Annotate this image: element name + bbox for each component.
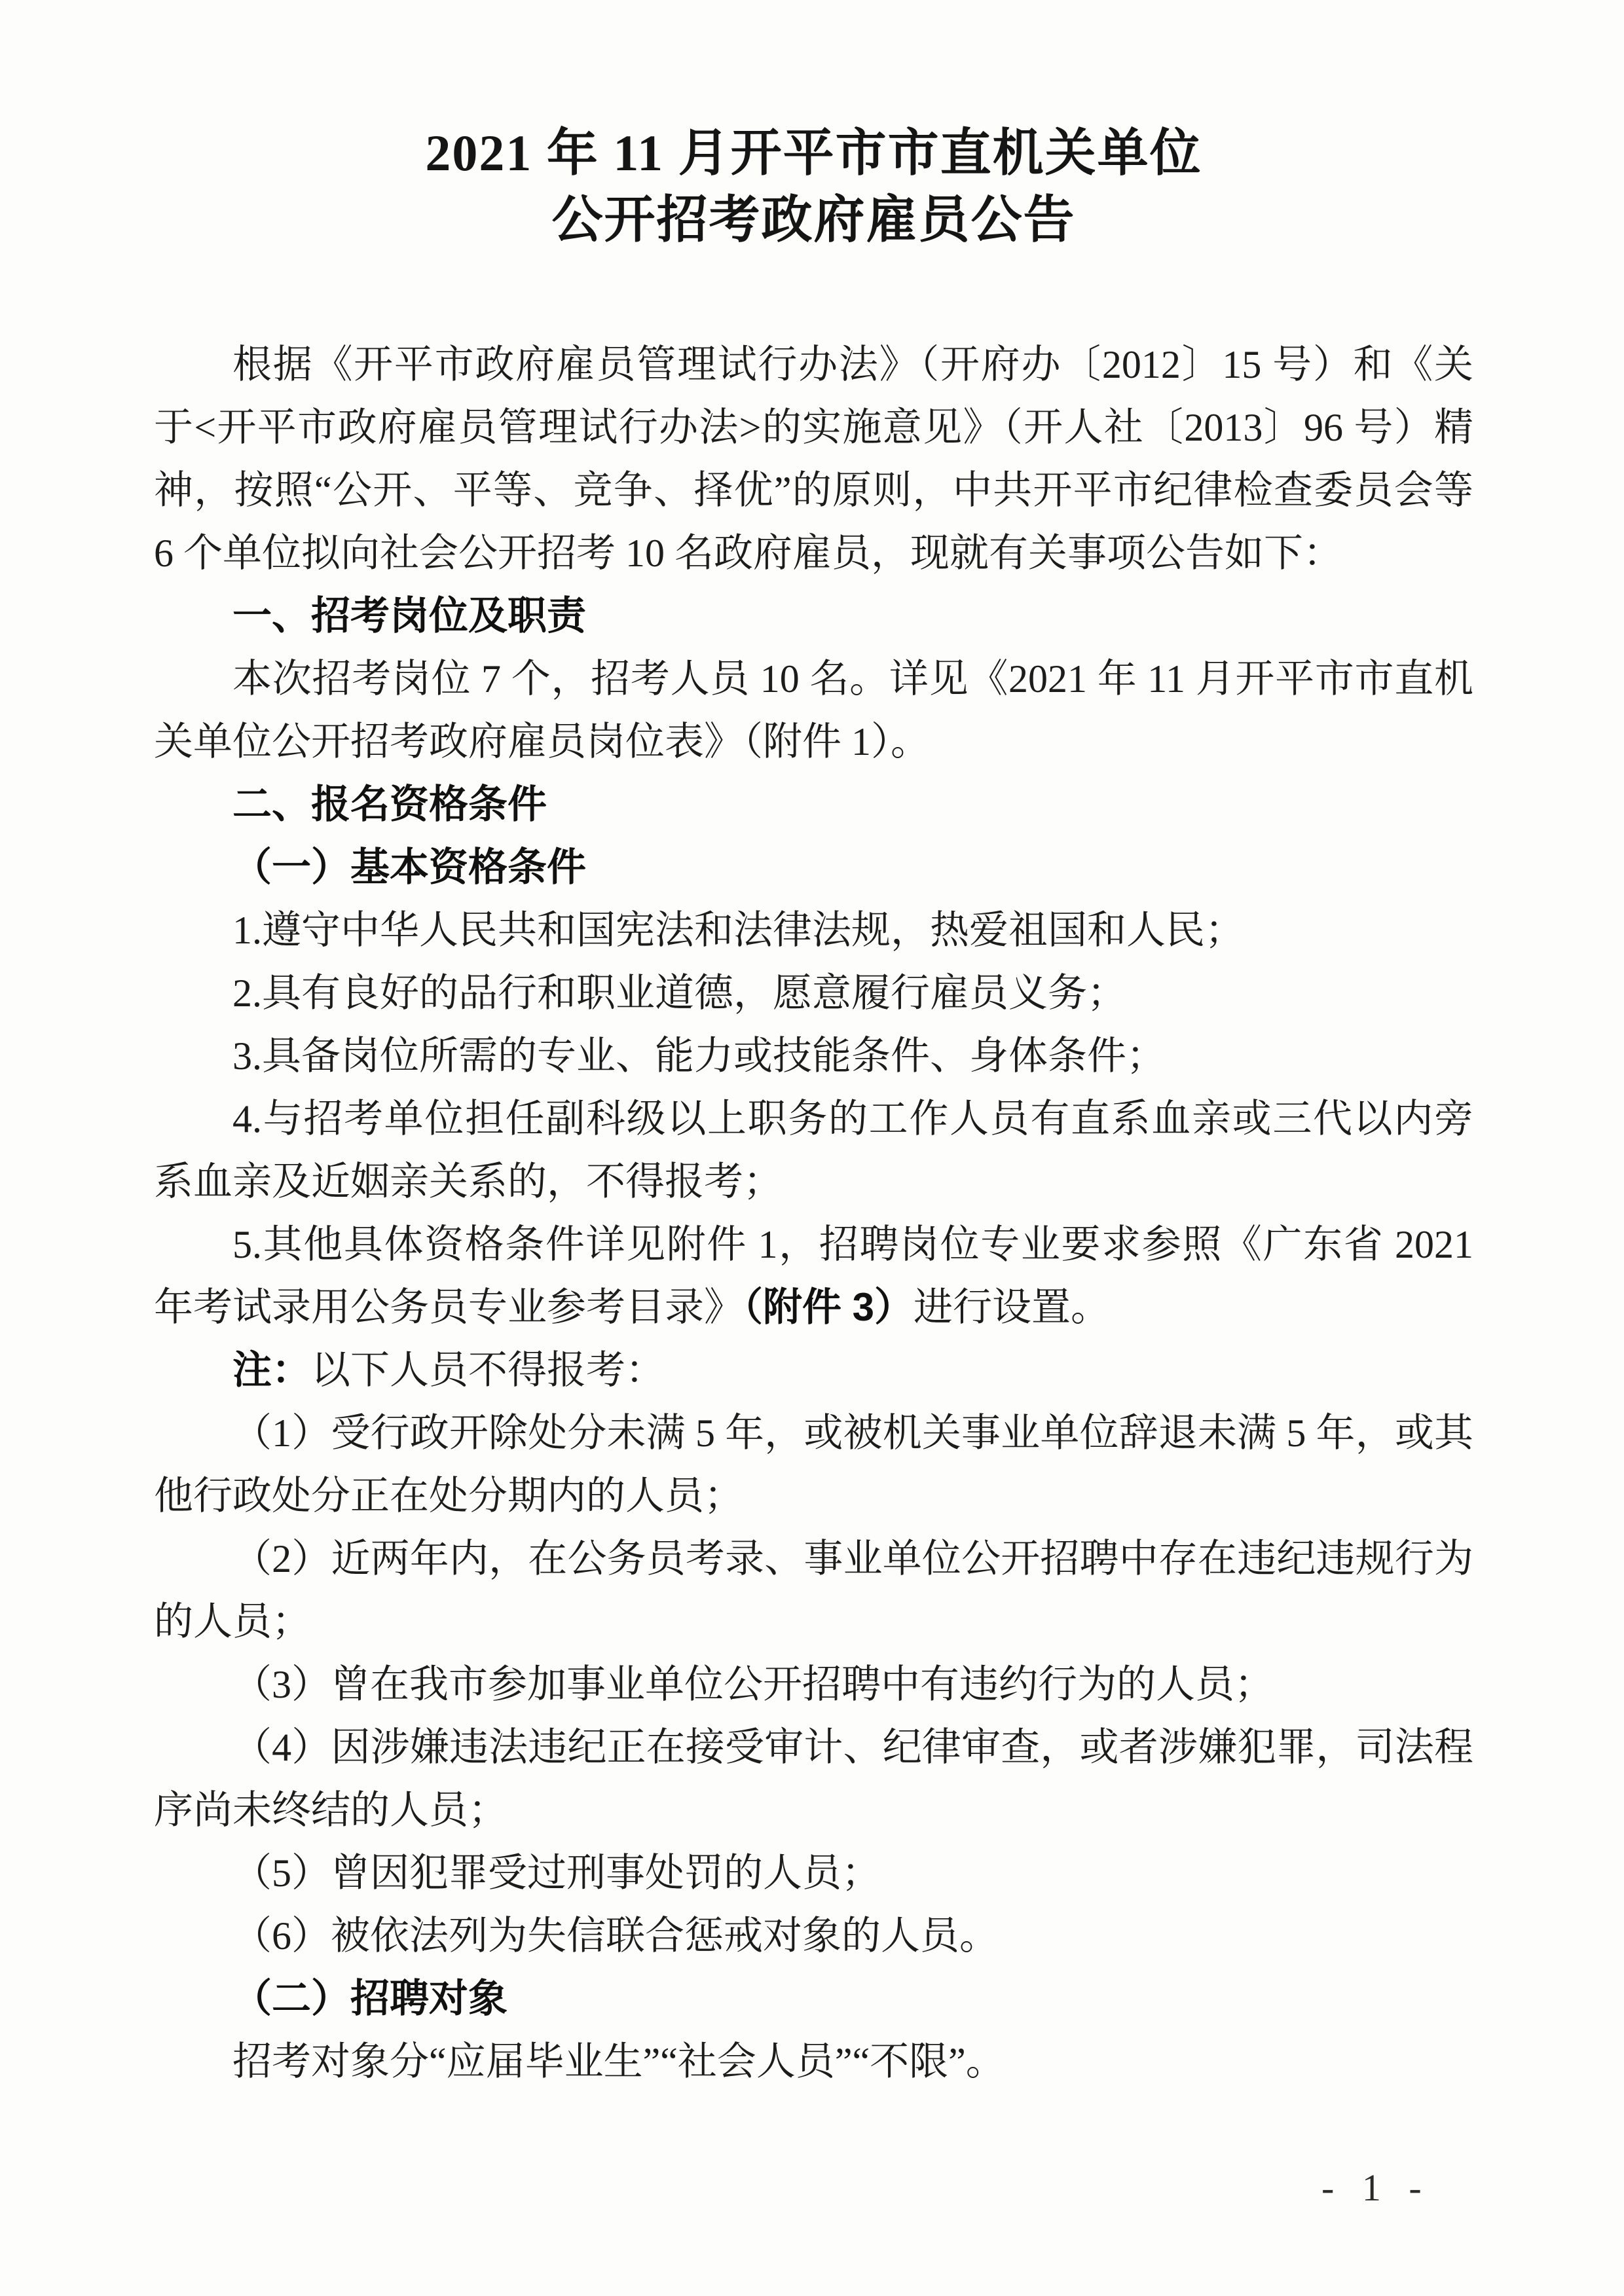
page-number: - 1 - <box>1321 2166 1431 2209</box>
basic-condition-item-4: 4.与招考单位担任副科级以上职务的工作人员有直系血亲或三代以内旁系血亲及近姻亲关系的，不得报考； <box>154 1097 1473 1203</box>
paragraph-intro: 根据《开平市政府雇员管理试行办法》（开府办〔2012〕15 号）和《关于<开平市政府雇员管理试行办法>的实施意见》（开人社〔2013〕96 号）精神，按照“公开、平等、竞争、择优”的原则，中共开平市纪律检查委员会等 6 个单位拟向社会公开招考 10 名政府雇员，现就有关事项公告如下： <box>154 343 1473 575</box>
document-content <box>154 120 1473 2093</box>
note-item-4: （4）因涉嫌违法违纪正在接受审计、纪律审查，或者涉嫌犯罪，司法程序尚未终结的人员； <box>154 1726 1473 1832</box>
paragraph-section-1: 本次招考岗位 7 个，招考人员 10 名。详见《2021 年 11 月开平市市直机关单位公开招考政府雇员岗位表》（附件 1）。 <box>154 657 1473 763</box>
note-text: 以下人员不得报考： <box>311 1349 665 1392</box>
document-title-line1: 2021 年 11 月开平市市直机关单位 <box>425 124 1202 181</box>
note-item-3: （3）曾在我市参加事业单位公开招聘中有违约行为的人员； <box>232 1663 1274 1706</box>
item-5-text-post: 进行设置。 <box>913 1286 1111 1329</box>
note-item-6: （6）被依法列为失信联合惩戒对象的人员。 <box>232 1914 999 1958</box>
paragraph-recruit-target: 招考对象分“应届毕业生”“社会人员”“不限”。 <box>232 2040 1005 2083</box>
basic-condition-item-5 <box>154 1213 1473 1339</box>
item-5-text-pre: 5.其他具体资格条件详见附件 1，招聘岗位专业要求参照《广东省 2021 年考试录用公务员专业参考目录》 <box>154 1223 1473 1329</box>
item-5-attachment-ref: （附件 3） <box>743 1285 914 1329</box>
note-paragraph <box>154 1339 1473 1402</box>
note-item-2: （2）近两年内，在公务员考录、事业单位公开招聘中存在违纪违规行为的人员； <box>154 1537 1473 1643</box>
basic-condition-item-1: 1.遵守中华人民共和国宪法和法律法规，热爱祖国和人民； <box>232 909 1244 952</box>
heading-section-2: 二、报名资格条件 <box>232 782 547 826</box>
document-body <box>154 333 1473 2093</box>
note-item-5: （5）曾因犯罪受过刑事处罚的人员； <box>232 1851 881 1895</box>
basic-condition-item-3: 3.具备岗位所需的专业、能力或技能条件、身体条件； <box>232 1034 1166 1078</box>
note-label: 注： <box>232 1348 311 1392</box>
document-title-line2: 公开招考政府雇员公告 <box>551 191 1076 248</box>
heading-subsection-1: （一）基本资格条件 <box>232 845 586 889</box>
heading-section-1: 一、招考岗位及职责 <box>232 594 586 638</box>
note-item-1: （1）受行政开除处分未满 5 年，或被机关事业单位辞退未满 5 年，或其他行政处分正在处分期内的人员； <box>154 1412 1473 1518</box>
document-title <box>154 120 1473 253</box>
basic-condition-item-2: 2.具有良好的品行和职业道德，愿意履行雇员义务； <box>232 972 1126 1015</box>
heading-subsection-2: （二）招聘对象 <box>232 1977 507 2020</box>
